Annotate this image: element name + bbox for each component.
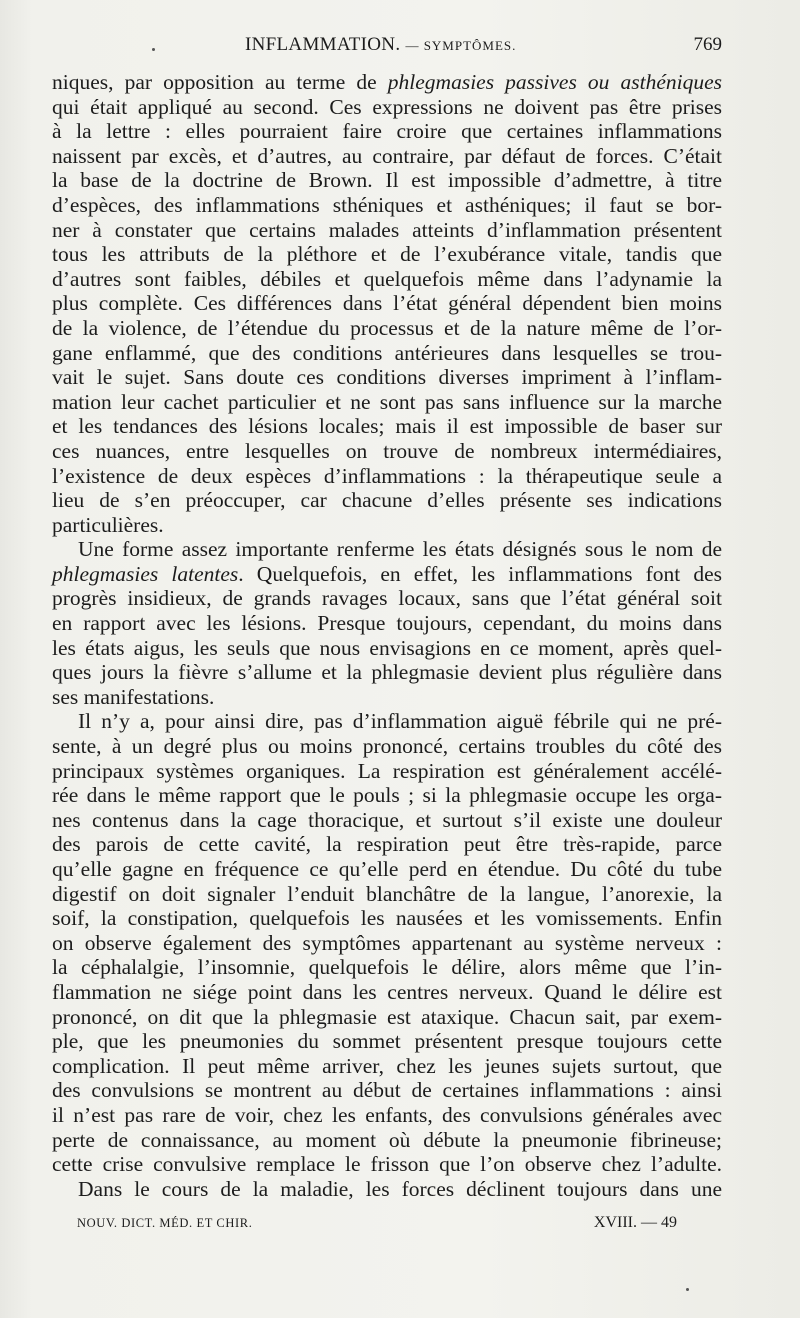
text-line: les états aigus, les seuls que nous envisagions en ce moment, après quel-: [52, 635, 722, 660]
text-line: la céphalalgie, l’insomnie, quelquefois le délire, alors même que l’in-: [52, 955, 722, 980]
running-header: [52, 30, 722, 60]
text-line: Dans le cours de la maladie, les forces déclinent toujours dans une: [78, 1176, 722, 1201]
text-line: tous les attributs de la pléthore et de l’exubérance vitale, tandis que: [52, 242, 722, 267]
text-line: d’autres sont faibles, débiles et quelquefois même dans l’adynamie la: [52, 266, 722, 291]
text-line: complication. Il peut même arriver, chez les jeunes sujets surtout, que: [52, 1053, 722, 1078]
text-line: rée dans le même rapport que le pouls ; si la phlegmasie occupe les orga-: [52, 783, 722, 808]
text-line: sente, à un degré plus ou moins prononcé, certains troubles du côté des: [52, 734, 722, 759]
text-line: des parois de cette cavité, la respiration peut être très-rapide, parce: [52, 832, 722, 857]
text-line: qui était appliqué au second. Ces expressions ne doivent pas être prises: [52, 94, 722, 119]
page-footer: [77, 1216, 677, 1240]
running-title-sub: — SYMPTÔMES.: [405, 38, 517, 53]
text-line: perte de connaissance, au moment où débute la pneumonie fibrineuse;: [52, 1127, 722, 1152]
text-line: et les tendances des lésions locales; mais il est impossible de baser sur: [52, 414, 722, 439]
text-line: de la violence, de l’étendue du processus et de la nature même de l’or-: [52, 315, 722, 340]
text-line: phlegmasies latentes. Quelquefois, en effet, les inflammations font des: [52, 561, 723, 586]
text-line: qu’elle gagne en fréquence ce qu’elle perd en étendue. Du côté du tube: [52, 857, 722, 881]
text-line: particulières.: [52, 512, 164, 537]
page-number: 769: [693, 34, 722, 55]
text-line: gane enflammé, que des conditions antérieures dans lesquelles se trou-: [52, 340, 722, 365]
text-line: Il n’y a, pour ainsi dire, pas d’inflammation aiguë fébrile qui ne pré-: [78, 709, 722, 734]
text-line: niques, par opposition au terme de phlegmasies passives ou asthéniques: [52, 70, 722, 94]
text-line: à la lettre : elles pourraient faire croire que certaines inflammations: [52, 119, 722, 144]
footer-volume-sheet: XVIII. — 49: [593, 1214, 677, 1231]
running-title-main: INFLAMMATION.: [245, 34, 401, 55]
text-line: la base de la doctrine de Brown. Il est impossible d’admettre, à titre: [52, 168, 722, 193]
text-line: d’espèces, des inflammations sthéniques et asthéniques; il faut se bor-: [52, 192, 722, 217]
text-line: ces nuances, entre lesquelles on trouve de nombreux intermédiaires,: [52, 438, 722, 463]
print-speck: [686, 1288, 689, 1291]
text-line: nes contenus dans la cage thoracique, et surtout s’il existe une douleur: [52, 807, 722, 832]
text-line: flammation ne siége point dans les centres nerveux. Quand le délire est: [52, 979, 722, 1004]
body-text: [52, 70, 722, 1201]
text-line: on observe également des symptômes appartenant au système nerveux :: [52, 930, 722, 955]
text-line: en rapport avec les lésions. Presque toujours, cependant, du moins dans: [52, 611, 722, 636]
text-line: ner à constater que certains malades atteints d’inflammation présentent: [52, 217, 722, 242]
text-line: des convulsions se montrent au début de certaines inflammations : ainsi: [52, 1078, 722, 1103]
text-line: ses manifestations.: [52, 684, 215, 709]
text-line: vait le sujet. Sans doute ces conditions diverses impriment à l’inflam-: [52, 365, 722, 390]
text-line: ple, que les pneumonies du sommet présentent presque toujours cette: [52, 1029, 722, 1054]
text-line: plus complète. Ces différences dans l’état général dépendent bien moins: [52, 291, 722, 316]
text-line: naissent par excès, et d’autres, au contraire, par défaut de forces. C’était: [52, 143, 722, 168]
text-line: prononcé, on dit que la phlegmasie est ataxique. Chacun sait, par exem-: [52, 1004, 722, 1029]
text-line: mation leur cachet particulier et ne sont pas sans influence sur la marche: [52, 389, 722, 414]
text-line: il n’est pas rare de voir, chez les enfants, des convulsions générales avec: [52, 1102, 722, 1127]
print-speck: [152, 48, 155, 51]
footer-signature: NOUV. DICT. MÉD. ET CHIR.: [77, 1216, 253, 1230]
text-line: soif, la constipation, quelquefois les nausées et les vomissements. Enfin: [52, 906, 722, 931]
text-line: digestif on doit signaler l’enduit blanchâtre de la langue, l’anorexie, la: [52, 881, 722, 906]
text-line: lieu de s’en préoccuper, car chacune d’elles présente ses indications: [52, 488, 722, 513]
running-title: [245, 34, 516, 56]
text-line: progrès insidieux, de grands ravages locaux, sans que l’état général soit: [52, 586, 722, 611]
text-line: ques jours la fièvre s’allume et la phlegmasie devient plus régulière dans: [52, 660, 722, 685]
text-line: l’existence de deux espèces d’inflammations : la thérapeutique seule a: [52, 463, 722, 488]
text-line: principaux systèmes organiques. La respiration est généralement accélé-: [52, 758, 722, 783]
text-line: Une forme assez importante renferme les états désignés sous le nom de: [78, 537, 722, 562]
text-line: cette crise convulsive remplace le frisson que l’on observe chez l’adulte.: [52, 1152, 722, 1177]
